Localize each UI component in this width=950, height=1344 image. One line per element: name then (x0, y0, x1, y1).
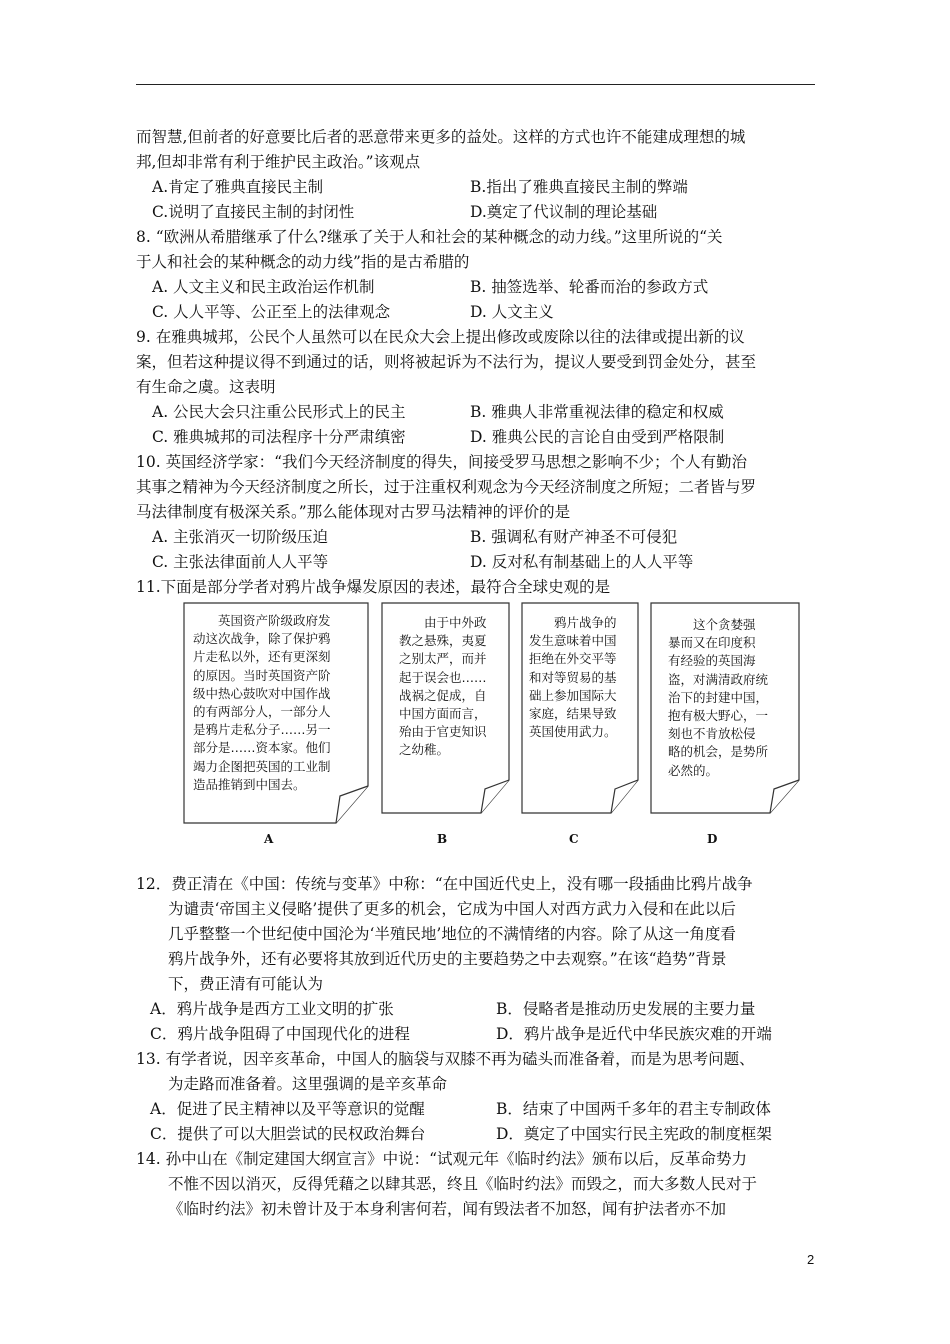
card-b-text: 由于中外政 教之悬殊，夷夏 之别太严，而并 起于误会也…… 战祸之促成，自 中国方面而言， 殆由于官吏知识 之幼稚。 (399, 615, 487, 758)
card-d-label: D (707, 832, 718, 846)
q9-option-d: D. 雅典公民的言论自由受到严格限制 (470, 428, 725, 446)
q11-card-a (183, 602, 369, 824)
q13-option-d: D．奠定了中国实行民主宪政的制度框架 (496, 1125, 772, 1143)
q12-option-c: C．鸦片战争阻碍了中国现代化的进程 (150, 1025, 410, 1043)
q14-line-3: 《临时约法》初未曾计及于本身利害何若，闻有毁法者不加怒，闻有护法者亦不加 (168, 1200, 727, 1218)
q10-option-b: B. 强调私有财产神圣不可侵犯 (470, 528, 678, 546)
q10-line-2: 其事之精神为今天经济制度之所长，过于注重权利观念为今天经济制度之所短；二者皆与罗 (136, 478, 757, 496)
q7-line-1: 而智慧,但前者的好意要比后者的恶意带来更多的益处。这样的方式也许不能建成理想的城 (136, 128, 746, 146)
q12-line-5: 下，费正清有可能认为 (168, 975, 324, 993)
q12-line-2: 为谴责‘帝国主义侵略’提供了更多的机会，它成为中国人对西方武力入侵和在此以后 (168, 900, 736, 918)
card-a-label: A (264, 832, 274, 846)
q10-option-d: D. 反对私有制基础上的人人平等 (470, 553, 694, 571)
q7-line-2: 邦,但却非常有利于维护民主政治。”该观点 (136, 153, 421, 171)
q8-option-a: A. 人文主义和民主政治运作机制 (152, 278, 375, 296)
q8-option-c: C. 人人平等、公正至上的法律观念 (152, 303, 391, 321)
card-a-text: 英国资产阶级政府发 动这次战争，除了保护鸦 片走私以外，还有更深刻 的原因。当时英国资产阶 级中热心鼓吹对中国作战 的有两部分人，一部分人 是鸦片走私分子……另一 部分是……资本家。他们 竭力企图把英国的工业制 造品推销到中国去。 (193, 613, 331, 792)
q13-line-1: 13. 有学者说，因辛亥革命，中国人的脑袋与双膝不再为磕头而准备着，而是为思考问题、 (136, 1050, 755, 1068)
card-c-label: C (569, 832, 579, 846)
q12-line-4: 鸦片战争外，还有必要将其放到近代历史的主要趋势之中去观察。”在该“趋势”背景 (168, 950, 727, 968)
card-d-text: 这个贪婪强 暴而又在印度积 有经验的英国海 盗，对满清政府统 治下的封建中国， 抱有极大野心，一 刻也不肯放松侵 略的机会，是势所 必然的。 (668, 617, 769, 778)
q12-option-d: D．鸦片战争是近代中华民族灾难的开端 (496, 1025, 772, 1043)
q8-option-b: B. 抽签选举、轮番而治的参政方式 (470, 278, 709, 296)
q9-option-a: A. 公民大会只注重公民形式上的民主 (152, 403, 406, 421)
q10-option-c: C. 主张法律面前人人平等 (152, 553, 329, 571)
q10-line-1: 10. 英国经济学家：“我们今天经济制度的得失，间接受罗马思想之影响不少；个人有勤治 (136, 453, 748, 471)
q14-line-2: 不惟不因以消灭，反得凭藉之以肆其恶，终且《临时约法》而毁之，而大多数人民对于 (168, 1175, 758, 1193)
q12-line-1: 12．费正清在《中国：传统与变革》中称：“在中国近代史上，没有哪一段插曲比鸦片战争 (136, 875, 753, 893)
q7-option-a: A.肯定了雅典直接民主制 (152, 178, 324, 196)
page-number: 2 (807, 1252, 815, 1267)
q9-option-c: C. 雅典城邦的司法程序十分严肃缜密 (152, 428, 406, 446)
card-c-text: 鸦片战争的 发生意味着中国 拒绝在外交平等 和对等贸易的基 础上参加国际大 家庭，结果导致 英国使用武力。 (529, 615, 617, 740)
q14-line-1: 14. 孙中山在《制定建国大纲宣言》中说：“试观元年《临时约法》颁布以后，反革命势力 (136, 1150, 748, 1168)
q13-option-a: A．促进了民主精神以及平等意识的觉醒 (150, 1100, 425, 1118)
q12-option-a: A．鸦片战争是西方工业文明的扩张 (150, 1000, 394, 1018)
q9-option-b: B. 雅典人非常重视法律的稳定和权威 (470, 403, 724, 421)
q11-card-b (381, 602, 510, 814)
q13-option-b: B．结束了中国两千多年的君主专制政体 (496, 1100, 771, 1118)
q7-option-b: B.指出了雅典直接民主制的弊端 (470, 178, 688, 196)
q11-card-d (650, 602, 800, 814)
q7-option-c: C.说明了直接民主制的封闭性 (152, 203, 355, 221)
q11-line-1: 11.下面是部分学者对鸦片战争爆发原因的表述，最符合全球史观的是 (136, 578, 611, 596)
q10-option-a: A. 主张消灭一切阶级压迫 (152, 528, 329, 546)
q13-option-c: C．提供了可以大胆尝试的民权政治舞台 (150, 1125, 426, 1143)
q8-line-2: 于人和社会的某种概念的动力线”指的是古希腊的 (136, 253, 470, 271)
q11-card-c (521, 602, 639, 814)
q10-line-3: 马法律制度有极深关系。”那么能体现对古罗马法精神的评价的是 (136, 503, 571, 521)
q9-line-3: 有生命之虞。这表明 (136, 378, 276, 396)
card-b-label: B (437, 832, 448, 846)
q8-line-1: 8. “欧洲从希腊继承了什么?继承了关于人和社会的某种概念的动力线。”这里所说的“关 (136, 228, 723, 246)
q12-option-b: B．侵略者是推动历史发展的主要力量 (496, 1000, 756, 1018)
q9-line-2: 案，但若这种提议得不到通过的话，则将被起诉为不法行为，提议人要受到罚金处分，甚至 (136, 353, 757, 371)
header-rule (136, 84, 815, 85)
q7-option-d: D.奠定了代议制的理论基础 (470, 203, 658, 221)
q9-line-1: 9. 在雅典城邦，公民个人虽然可以在民众大会上提出修改或废除以往的法律或提出新的议 (136, 328, 745, 346)
q12-line-3: 几乎整整一个世纪使中国沦为‘半殖民地’地位的不满情绪的内容。除了从这一角度看 (168, 925, 736, 943)
q8-option-d: D. 人文主义 (470, 303, 554, 321)
q13-line-2: 为走路而准备着。这里强调的是辛亥革命 (168, 1075, 448, 1093)
